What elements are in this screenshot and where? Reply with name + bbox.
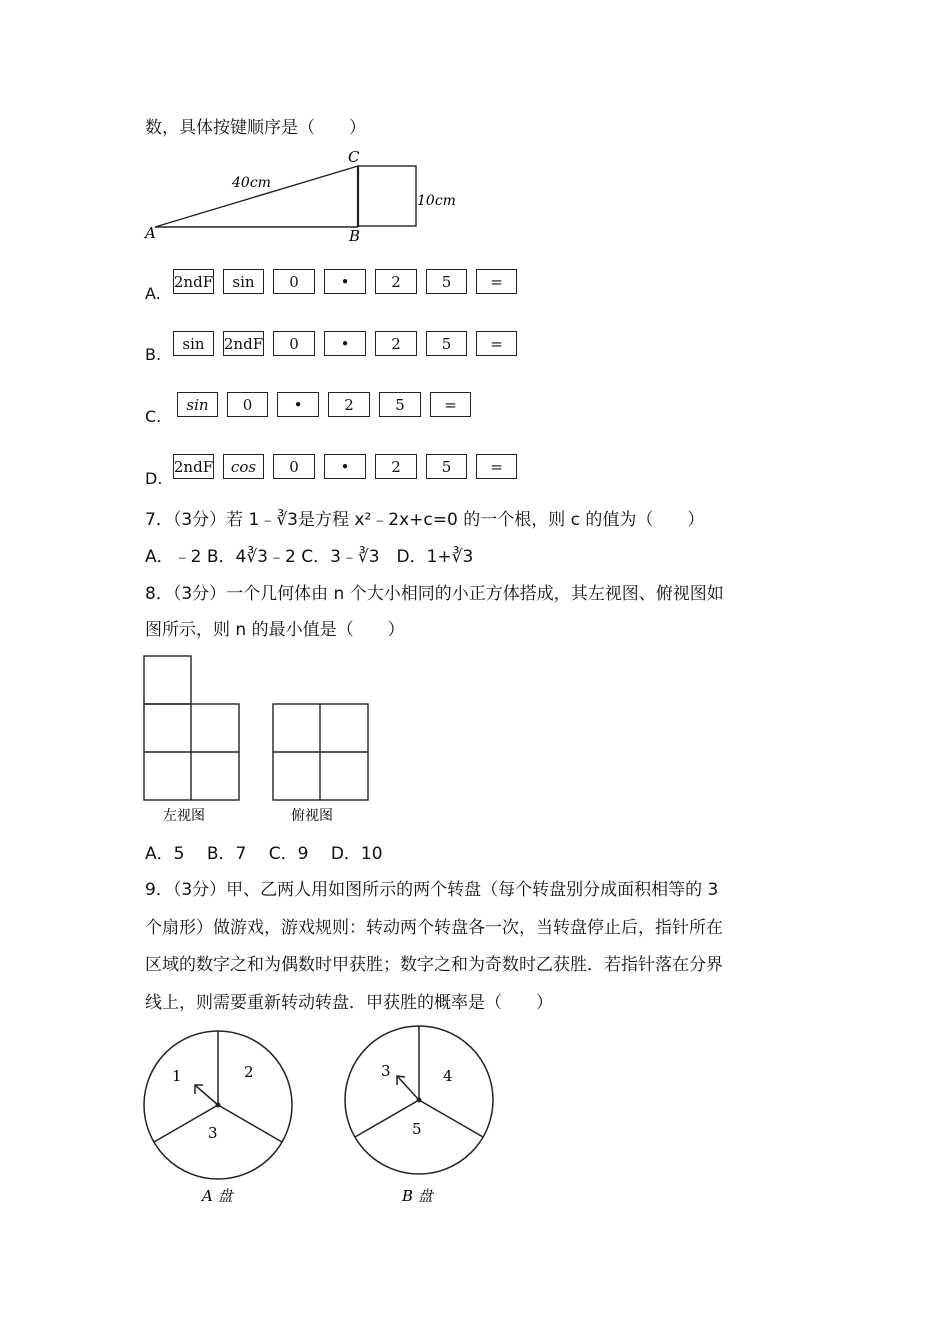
q9-stem-line1: 9．（3分）甲、乙两人用如图所示的两个转盘（每个转盘别分成面积相等的 3 [145, 880, 719, 900]
q9-stem-line3: 区域的数字之和为偶数时甲获胜；数字之和为奇数时乙获胜．若指针落在分界 [145, 955, 723, 975]
key-sin: sin [177, 392, 218, 417]
key-0: 0 [273, 269, 315, 294]
q8-views-figure [143, 655, 383, 830]
key-2ndf: 2ndF [173, 269, 214, 294]
key-sin: sin [173, 331, 214, 356]
key-0: 0 [227, 392, 268, 417]
key-0: 0 [273, 454, 315, 479]
side-label: 10cm [417, 193, 456, 209]
vertex-c: C [348, 148, 360, 166]
pointer-arrow-icon [196, 1086, 218, 1105]
option-d-keys [173, 454, 526, 479]
option-d-letter: D. [145, 469, 163, 488]
key-dot: • [324, 331, 366, 356]
q7-stem: 7．（3分）若 1﹣∛3是方程 x²﹣2x+c=0 的一个根，则 c 的值为（ ） [145, 510, 705, 530]
key-2: 2 [375, 454, 417, 479]
q9-stem-line2: 个扇形）做游戏，游戏规则：转动两个转盘各一次，当转盘停止后，指针所在 [145, 918, 723, 938]
pointer-arrow-icon [398, 1077, 419, 1100]
sector-number: 1 [172, 1067, 182, 1085]
spinner-caption: A 盘 [202, 1187, 233, 1205]
option-c-letter: C. [145, 407, 162, 426]
key-5: 5 [426, 269, 467, 294]
left-view-label: 左视图 [163, 808, 205, 824]
key-2: 2 [375, 331, 417, 356]
key-sin: sin [223, 269, 264, 294]
key-2: 2 [328, 392, 370, 417]
q7-options: A．﹣2 B．4∛3﹣2 C．3﹣∛3 D．1+∛3 [145, 547, 474, 567]
q9-stem-line4: 线上，则需要重新转动转盘．甲获胜的概率是（ ） [145, 993, 553, 1013]
spinner-b [340, 1024, 500, 1224]
key-2ndf: 2ndF [223, 331, 264, 356]
key-5: 5 [426, 454, 467, 479]
left-view [144, 656, 239, 800]
top-view [273, 704, 368, 800]
key-cos: cos [223, 454, 264, 479]
key-dot: • [324, 269, 366, 294]
hypotenuse-label: 40cm [232, 175, 271, 191]
intro-line: 数，具体按键顺序是（ ） [145, 118, 366, 138]
sector-number: 3 [208, 1124, 218, 1142]
option-b-keys [173, 331, 526, 356]
key-5: 5 [426, 331, 467, 356]
key-equals: = [476, 331, 517, 356]
spinner-caption: B 盘 [402, 1187, 433, 1205]
vertex-b: B [349, 227, 361, 245]
sector-number: 2 [244, 1063, 254, 1081]
key-equals: = [476, 269, 517, 294]
q8-stem-line1: 8．（3分）一个几何体由 n 个大小相同的小正方体搭成，其左视图、俯视图如 [145, 584, 724, 604]
sector-number: 3 [381, 1062, 391, 1080]
top-view-label: 俯视图 [291, 808, 333, 824]
option-a-letter: A. [145, 284, 161, 303]
option-b-letter: B. [145, 345, 162, 364]
vertex-a: A [145, 224, 156, 242]
key-equals: = [430, 392, 471, 417]
key-2: 2 [375, 269, 417, 294]
triangle-figure [145, 148, 475, 245]
key-equals: = [476, 454, 517, 479]
key-0: 0 [273, 331, 315, 356]
key-dot: • [324, 454, 366, 479]
option-c-keys [177, 392, 480, 417]
sector-number: 5 [412, 1120, 422, 1138]
key-5: 5 [379, 392, 421, 417]
spinner-a [139, 1024, 299, 1224]
q8-stem-line2: 图所示，则 n 的最小值是（ ） [145, 620, 405, 640]
q8-options: A．5 B．7 C．9 D．10 [145, 844, 383, 864]
option-a-keys [173, 269, 526, 294]
square-shape [358, 166, 416, 226]
key-dot: • [277, 392, 319, 417]
sector-number: 4 [443, 1067, 453, 1085]
key-2ndf: 2ndF [173, 454, 214, 479]
